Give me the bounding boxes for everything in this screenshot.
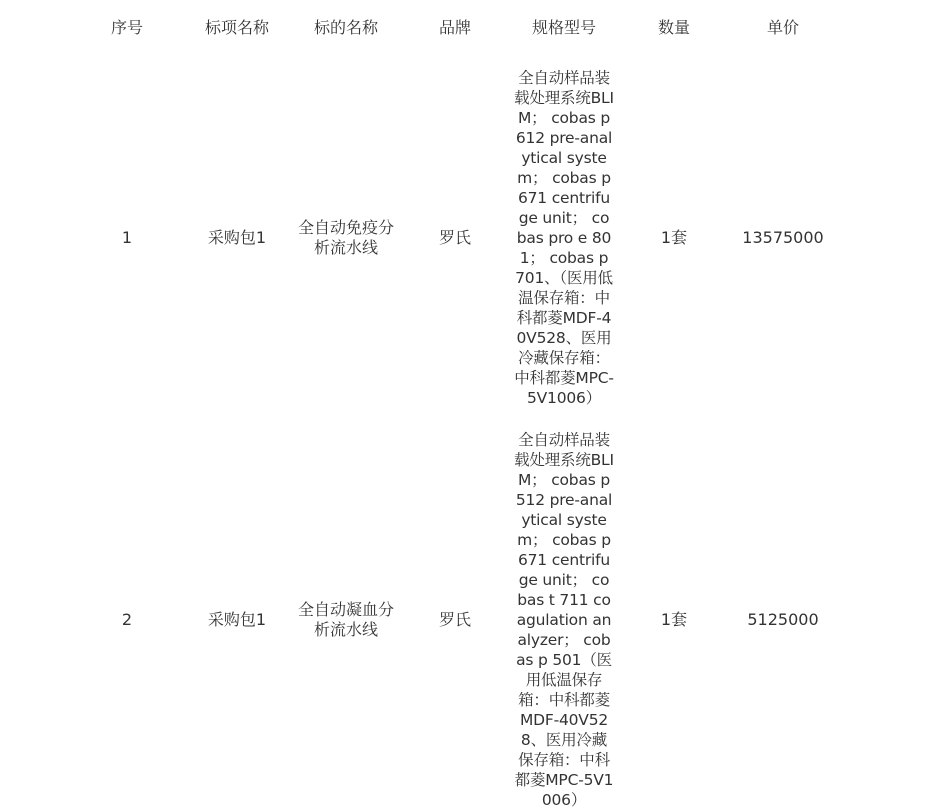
cell-index: 2 <box>121 610 133 629</box>
cell-lot-name: 采购包1 <box>207 610 267 629</box>
header-item-name: 标的名称 <box>313 18 378 37</box>
table-header-row <box>72 8 836 48</box>
cell-item-name <box>292 48 400 428</box>
header-spec: 规格型号 <box>531 18 596 37</box>
header-lot-name: 标项名称 <box>204 18 269 37</box>
header-unit-price: 单价 <box>766 18 799 37</box>
cell-brand: 罗氏 <box>438 610 471 629</box>
cell-unit-price: 5125000 <box>747 610 819 629</box>
spec-text: 全自动样品装载处理系统BLIM； cobas p 612 pre-analytical system； cobas p 671 centrifuge unit； cobas pro e 801； cobas p 701、（医用低温保存箱：中科都菱MDF-40V528、医用冷藏保存箱：中科都菱MPC-5V1006） <box>514 69 614 407</box>
bid-table <box>72 8 836 810</box>
cell-spec <box>510 428 618 810</box>
table-row <box>72 48 836 428</box>
cell-quantity: 1套 <box>660 610 688 629</box>
cell-brand: 罗氏 <box>438 228 471 247</box>
cell-spec <box>510 48 618 428</box>
cell-unit-price: 13575000 <box>742 228 824 247</box>
item-name-text: 全自动凝血分析流水线 <box>297 600 394 639</box>
cell-index: 1 <box>121 228 133 247</box>
cell-item-name <box>292 428 400 810</box>
cell-quantity: 1套 <box>660 228 688 247</box>
cell-lot-name: 采购包1 <box>207 228 267 247</box>
table-row <box>72 428 836 810</box>
header-quantity: 数量 <box>657 18 690 37</box>
spec-text: 全自动样品装载处理系统BLIM； cobas p 512 pre-analytical system； cobas p 671 centrifuge unit； cobas t 711 coagulation analyzer； cobas p 501（医用低温保存箱：中科都菱MDF-40V528、医用冷藏保存箱：中科都菱MPC-5V1006） <box>514 431 614 809</box>
item-name-text: 全自动免疫分析流水线 <box>297 218 394 257</box>
header-brand: 品牌 <box>438 18 471 37</box>
header-index: 序号 <box>110 18 143 37</box>
